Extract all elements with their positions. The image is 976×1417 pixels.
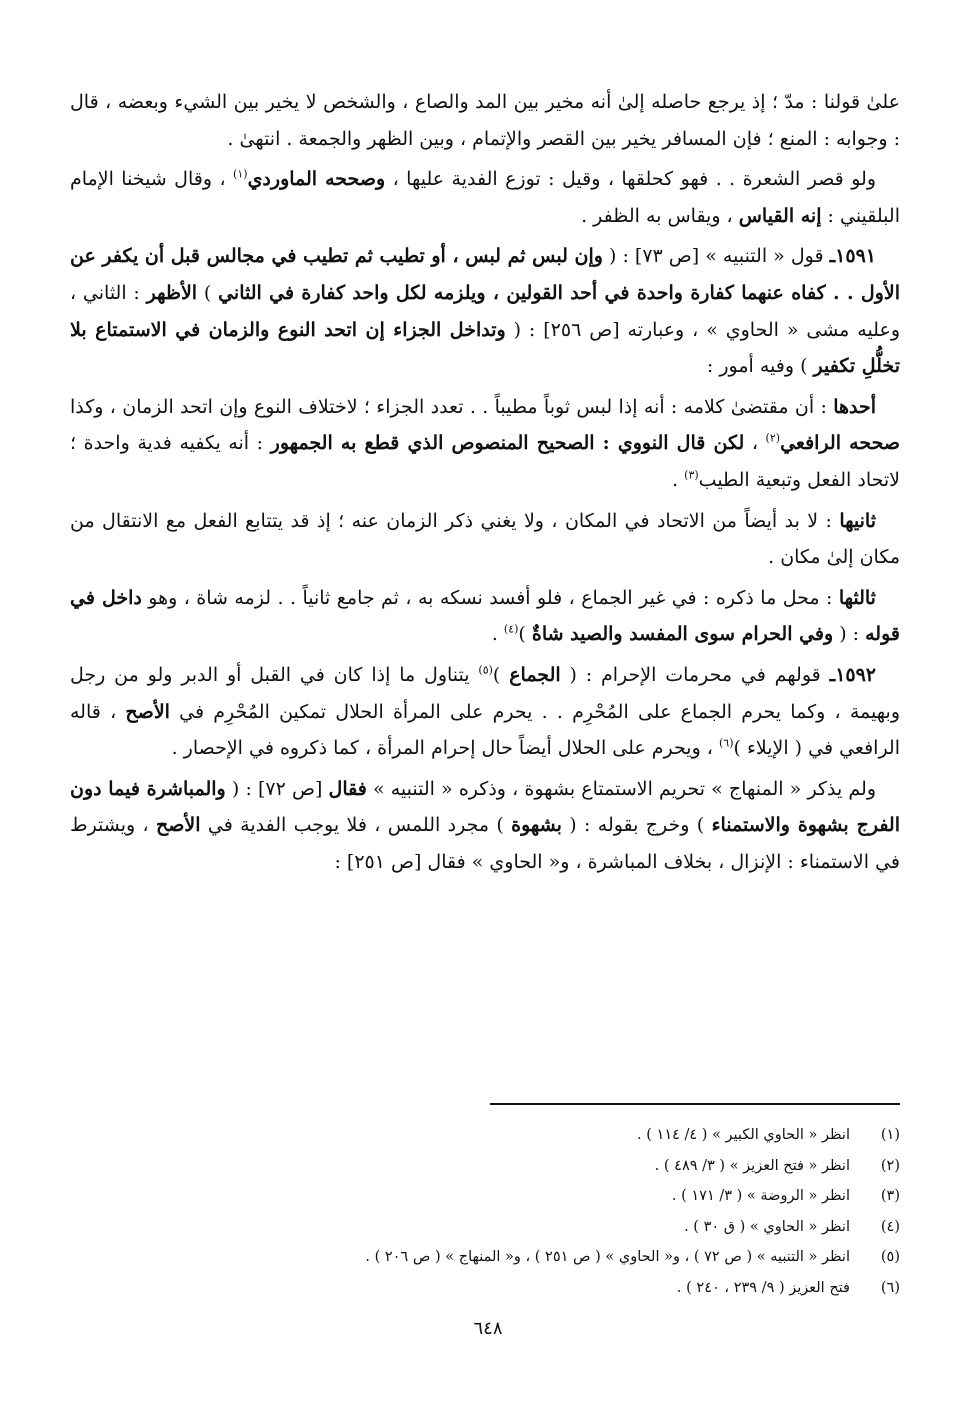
page-number: ٦٤٨ bbox=[473, 1318, 503, 1339]
paragraph-1592-text-d: يتناول ما إذا كان في القبل أو الدبر ولو من رجل وبهيمة ، وكما يحرم الجماع على المُحْرِم . . يحرم على المرأة الحلال تمكين المُحْرِم في bbox=[70, 663, 900, 723]
footnote-divider bbox=[490, 1103, 900, 1105]
paragraph-1592-text-c: ) bbox=[492, 663, 510, 686]
paragraph-1592 bbox=[70, 657, 900, 767]
footnote-ref-2: (٢) bbox=[765, 432, 781, 446]
third-point-text-f: ) bbox=[518, 623, 532, 646]
footnote-item bbox=[180, 1273, 900, 1304]
paragraph-last-text-c: [ص ٧٢] : ( bbox=[225, 777, 329, 800]
third-point-text-b: : محل ما ذكره : في غير الجماع ، فلو أفسد نسكه به ، ثم جامع ثانياً . . لزمه شاة ، وهو bbox=[141, 586, 839, 609]
paragraph-last-text-i: ، ويشترط في الاستمناء : الإنزال ، بخلاف المباشرة ، و« الحاوي » فقال [ص ٢٥١] : bbox=[70, 814, 900, 873]
third-point-quote-e: وفي الحرام سوى المفسد والصيد شاةٌ bbox=[531, 623, 834, 646]
footnote-ref-6: (٦) bbox=[718, 736, 734, 750]
paragraph-1591-bold-d: الأظهر bbox=[146, 281, 198, 304]
footnote-text: انظر « الروضة » ( ٣/ ١٧١ ) . bbox=[671, 1188, 850, 1204]
footnote-number: (٢) bbox=[880, 1157, 900, 1174]
footnotes bbox=[180, 1120, 900, 1303]
paragraph-1592-text-f: ، قاله الرافعي في ( الإيلاء ) bbox=[70, 700, 900, 760]
paragraph-1591-quote-f: وتداخل الجزاء إن اتحد النوع والزمان في الاستمتاع بلا تخلُّلِ تكفير bbox=[70, 318, 900, 378]
first-point-bold-c: صححه الرافعي bbox=[780, 432, 900, 455]
footnote-ref-4: (٤) bbox=[503, 622, 519, 636]
footnote-number: (٥) bbox=[880, 1249, 900, 1265]
first-point-text-d: ، bbox=[744, 432, 766, 455]
paragraph-2-text-e: ، ويقاس به الظفر . bbox=[581, 204, 739, 227]
paragraph-1592-text-a: قولهم في محرمات الإحرام : ( bbox=[560, 663, 830, 686]
footnote-text: انظر « التنبيه » ( ص ٧٢ ) ، و« الحاوي » ( ص ٢٥١ ) ، و« المنهاج » ( ص ٢٠٦ ) . bbox=[365, 1249, 850, 1265]
third-point-bold-c: داخل في قوله bbox=[70, 586, 900, 646]
paragraph-2 bbox=[70, 161, 900, 234]
main-text bbox=[70, 84, 900, 884]
third-point-text-d: : ( bbox=[833, 623, 866, 646]
paragraph-second-point bbox=[70, 503, 900, 576]
first-point-label: أحدها bbox=[833, 395, 876, 418]
issue-number-1591: ١٥٩١ـ bbox=[829, 245, 876, 268]
paragraph-last-text-g: ) مجرد اللمس ، فلا يوجب الفدية في bbox=[200, 814, 512, 837]
footnote-item bbox=[180, 1120, 900, 1151]
footnote-item bbox=[180, 1212, 900, 1243]
paragraph-last-bold-h: الأصح bbox=[156, 814, 201, 837]
paragraph-first-point bbox=[70, 389, 900, 499]
paragraph-1591-text-e: : الثاني ، وعليه مشى « الحاوي » ، وعبارته [ص ٢٥٦] : ( bbox=[70, 281, 900, 341]
paragraph-last-text-e: ) وخرج بقوله : ( bbox=[561, 814, 712, 837]
footnote-text: انظر « فتح العزيز » ( ٣/ ٤٨٩ ) . bbox=[654, 1157, 850, 1174]
footnote-text: انظر « الحاوي » ( ق ٣٠ ) . bbox=[684, 1218, 850, 1235]
footnote-number: (٣) bbox=[880, 1188, 900, 1204]
second-point-text: : لا بد أيضاً من الاتحاد في المكان ، ولا يغني ذكر الزمان عنه ؛ إذ قد يتتابع الفعل مع الانتقال من مكان إلىٰ مكان . bbox=[70, 509, 900, 569]
paragraph-1591 bbox=[70, 238, 900, 384]
paragraph-2-text-a: ولو قصر الشعرة . . فهو كحلقها ، وقيل : توزع الفدية عليها ، bbox=[385, 168, 876, 191]
first-point-bold-e: لكن قال النووي : الصحيح المنصوص الذي قطع به الجمهور bbox=[270, 432, 745, 455]
footnote-ref-3: (٣) bbox=[684, 468, 699, 482]
paragraph-third-point bbox=[70, 580, 900, 653]
paragraph-1591-quote-b: وإن لبس ثم لبس ، أو تطيب ثم تطيب في مجالس قبل أن يكفر عن الأول . . كفاه عنهما كفارة واحدة في أحد القولين ، ويلزمه لكل واحد كفارة في الثاني bbox=[70, 245, 901, 304]
paragraph-1592-text-g: ، ويحرم على الحلال أيضاً حال إحرام المرأة ، كما ذكروه في الإحصار . bbox=[171, 737, 719, 760]
third-point-label: ثالثها bbox=[838, 586, 876, 609]
paragraph-2-bold-d: إنه القياس bbox=[738, 204, 822, 227]
paragraph-last-bold-f: بشهوة bbox=[511, 814, 562, 837]
paragraph-1 bbox=[70, 84, 900, 157]
footnote-number: (٦) bbox=[880, 1279, 900, 1296]
paragraph-1591-text-c: ) bbox=[197, 281, 219, 304]
paragraph-2-bold-b: وصححه الماوردي bbox=[247, 168, 386, 191]
paragraph-last-text-a: ولم يذكر « المنهاج » تحريم الاستمتاع بشهوة ، وذكره « التنبيه » bbox=[366, 777, 876, 800]
paragraph-1592-bold-e: الأصح bbox=[125, 700, 170, 723]
paragraph-1-text: علىٰ قولنا : مدّ ؛ إذ يرجع حاصله إلىٰ أنه مخير بين المد والصاع ، والشخص لا يخير بين الشيء وبعضه ، قال : وجوابه : المنع ؛ فإن المسافر يخير بين القصر والإتمام ، وبين الظهر والجمعة . انتهىٰ . bbox=[70, 91, 900, 150]
footnote-item bbox=[180, 1242, 900, 1273]
issue-number-1592: ١٥٩٢ـ bbox=[829, 663, 877, 686]
paragraph-last-bold-b: فقال bbox=[328, 777, 367, 800]
footnote-ref-5: (٥) bbox=[478, 663, 493, 677]
footnote-text: فتح العزيز ( ٩/ ٢٣٩ ، ٢٤٠ ) . bbox=[676, 1279, 850, 1296]
footnote-ref-1: (١) bbox=[233, 167, 248, 181]
paragraph-1591-text-g: ) وفيه أمور : bbox=[706, 355, 814, 378]
first-point-text-f: : أنه يكفيه فدية واحدة ؛ لاتحاد الفعل وتبعية الطيب bbox=[70, 432, 900, 491]
paragraph-1591-text-a: قول « التنبيه » [ص ٧٣] : ( bbox=[602, 245, 830, 268]
footnote-item bbox=[180, 1151, 900, 1182]
footnote-number: (٤) bbox=[880, 1218, 900, 1235]
paragraph-2-text-c: ، وقال شيخنا الإمام البلقيني : bbox=[70, 168, 900, 227]
first-point-text-g: . bbox=[672, 468, 685, 491]
footnote-number: (١) bbox=[880, 1127, 900, 1143]
second-point-label: ثانيها bbox=[839, 509, 876, 532]
first-point-text-b: : أن مقتضىٰ كلامه : أنه إذا لبس ثوباً مطيباً . . تعدد الجزاء ؛ لاختلاف النوع وإن اتحد الزمان ، وكذا bbox=[70, 395, 834, 418]
paragraph-last bbox=[70, 771, 900, 881]
footnote-item bbox=[180, 1181, 900, 1212]
third-point-text-g: . bbox=[491, 623, 504, 646]
paragraph-last-quote-d: والمباشرة فيما دون الفرج بشهوة والاستمناء bbox=[70, 777, 900, 837]
footnote-text: انظر « الحاوي الكبير » ( ٤/ ١١٤ ) . bbox=[637, 1127, 850, 1143]
paragraph-1592-bold-b: الجماع bbox=[509, 663, 561, 686]
